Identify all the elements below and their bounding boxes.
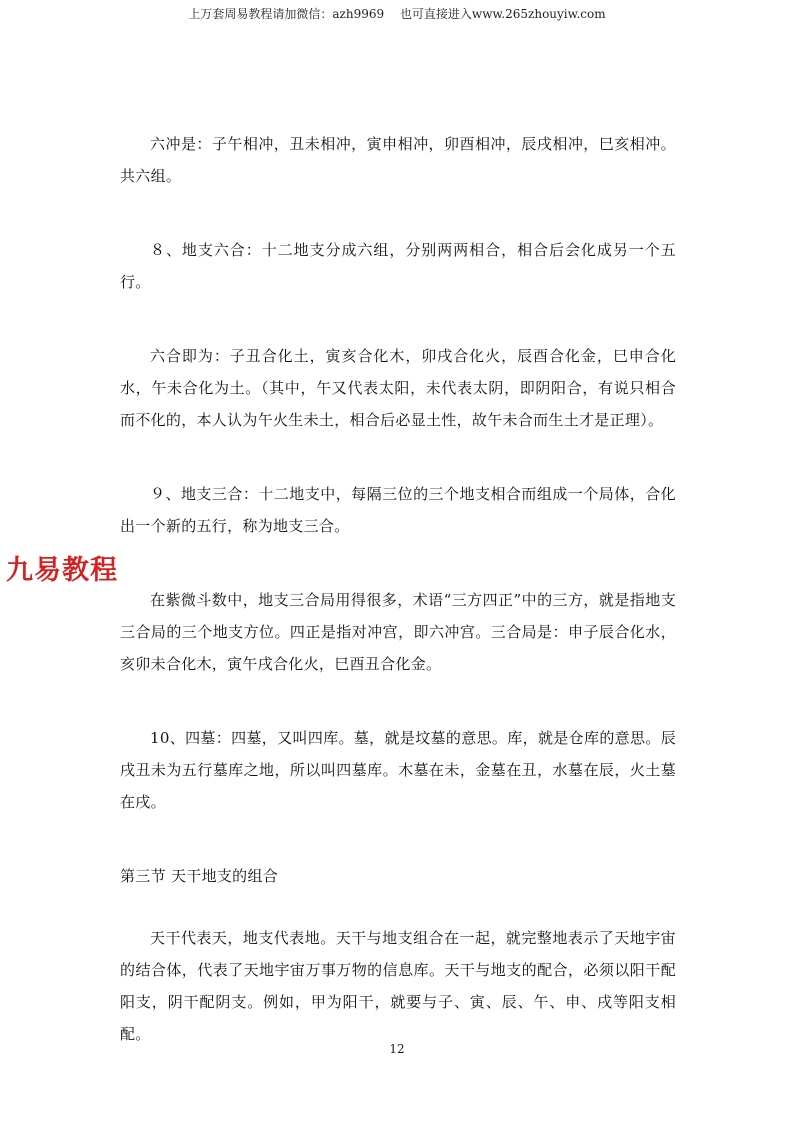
page-number: 12 <box>389 1042 405 1056</box>
watermark-logo: 九易教程 <box>6 555 118 586</box>
paragraph-six-combinations-detail: 六合即为：子丑合化土，寅亥合化木，卯戌合化火，辰酉合化金，巳申合化水，午未合化为土。（其中，午又代表太阳，未代表太阴，即阴阳合，有说只相合而不化的，本人认为午火生未土，相合后必显土性，故午未合而生土才是正理）。 <box>120 347 676 429</box>
paragraph-four-tombs: 10、四墓：四墓，又叫四库。墓，就是坟墓的意思。库，就是仓库的意思。辰戌丑未为五行墓库之地，所以叫四墓库。木墓在未，金墓在丑，水墓在辰，火土墓在戌。 <box>120 729 676 811</box>
paragraph-six-clashes: 六冲是：子午相冲，丑未相冲，寅申相冲，卯酉相冲，辰戌相冲，巳亥相冲。共六组。 <box>120 135 676 185</box>
document-body <box>120 128 676 1092</box>
paragraph-stems-branches-combination: 天干代表天，地支代表地。天干与地支组合在一起，就完整地表示了天地宇宙的结合体，代表了天地宇宙万事万物的信息库。天干与地支的配合，必须以阳干配阳支，阴干配阴支。例如，甲为阳干，就要与子、寅、辰、午、申、戌等阳支相配。 <box>120 929 676 1043</box>
paragraph-three-combinations-title: ９、地支三合：十二地支中，每隔三位的三个地支相合而组成一个局体，合化出一个新的五行，称为地支三合。 <box>120 485 676 535</box>
page-header: 上万套周易教程请加微信：azh9969 也可直接进入www.265zhouyiw.com <box>188 7 606 21</box>
paragraph-six-combinations-title: ８、地支六合：十二地支分成六组，分别两两相合，相合后会化成另一个五行。 <box>120 241 676 291</box>
section-heading: 第三节 天干地支的组合 <box>120 867 279 885</box>
paragraph-three-combinations-detail: 在紫微斗数中，地支三合局用得很多，术语“三方四正”中的三方，就是指地支三合局的三个地支方位。四正是指对冲宫，即六冲宫。三合局是：申子辰合化水，亥卯未合化木，寅午戌合化火，巳酉丑合化金。 <box>120 591 676 673</box>
